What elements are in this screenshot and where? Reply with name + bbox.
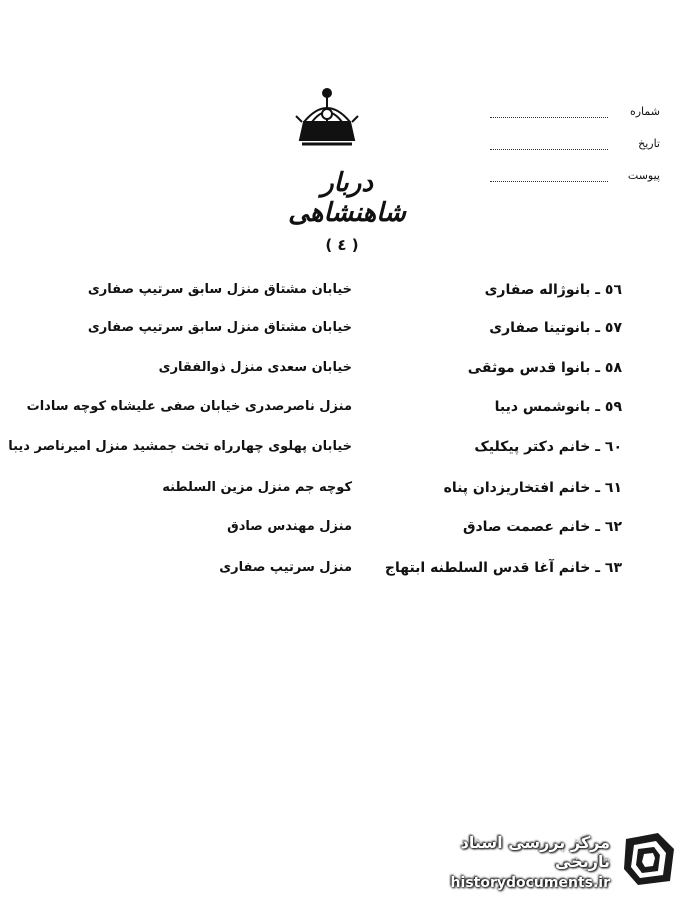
watermark-url: historydocuments.ir bbox=[450, 875, 610, 891]
watermark-title: مرکز بررسی اسناد تاریخی bbox=[460, 833, 610, 871]
meta-number-line bbox=[490, 105, 608, 118]
list-entry bbox=[0, 439, 700, 469]
page-number: ( ٤ ) bbox=[325, 236, 359, 254]
meta-attachment-line bbox=[490, 169, 608, 182]
crown-emblem-icon bbox=[292, 86, 362, 150]
meta-attachment-label: پیوست bbox=[627, 169, 660, 182]
entry-address: کوچه جم منزل مزین السلطنه bbox=[162, 480, 352, 495]
list-entry bbox=[0, 282, 700, 312]
meta-attachment-row bbox=[490, 150, 660, 182]
entry-name: ٥٦ ـ بانوژاله صفاری bbox=[484, 282, 622, 298]
watermark bbox=[403, 827, 688, 889]
entry-address: خیابان مشتاق منزل سابق سرتیپ صفاری bbox=[87, 320, 352, 335]
entry-name: ٥٨ ـ بانوا قدس موثقی bbox=[467, 360, 622, 376]
entry-name: ٥٧ ـ بانوتینا صفاری bbox=[489, 320, 622, 336]
entry-address: منزل مهندس صادق bbox=[227, 519, 352, 534]
list-entry bbox=[0, 399, 700, 429]
entry-name: ٦٣ ـ خانم آغا قدس السلطنه ابتهاج bbox=[384, 560, 622, 576]
entry-address: منزل ناصرصدری خیابان صفی علیشاه کوچه سادات bbox=[26, 399, 352, 414]
meta-number-label: شماره bbox=[629, 105, 660, 118]
meta-date-label: تاریخ bbox=[638, 137, 660, 150]
meta-number-row bbox=[490, 86, 660, 118]
entry-address: خیابان مشتاق منزل سابق سرتیپ صفاری bbox=[87, 282, 352, 297]
meta-date-row bbox=[490, 118, 660, 150]
entry-address: منزل سرتیپ صفاری bbox=[219, 560, 352, 575]
watermark-text bbox=[403, 833, 610, 891]
archive-logo-icon bbox=[618, 829, 680, 887]
entry-address: خیابان پهلوی چهارراه تخت جمشید منزل امیرناصر دیبا bbox=[8, 439, 352, 454]
page-heading: دربار شاهنشاهی bbox=[288, 168, 406, 228]
entry-name: ٦١ ـ خانم افتخاریزدان پناه bbox=[443, 480, 622, 496]
list-entry bbox=[0, 519, 700, 549]
list-entry bbox=[0, 480, 700, 510]
meta-block bbox=[490, 86, 660, 182]
list-entry bbox=[0, 560, 700, 590]
list-entry bbox=[0, 320, 700, 350]
entry-address: خیابان سعدی منزل ذوالفقاری bbox=[158, 360, 352, 375]
entry-name: ٥٩ ـ بانوشمس دیبا bbox=[494, 399, 622, 415]
meta-date-line bbox=[490, 137, 608, 150]
entry-name: ٦٠ ـ خانم دکتر پیکلیک bbox=[474, 439, 622, 455]
entry-name: ٦٢ ـ خانم عصمت صادق bbox=[462, 519, 622, 535]
list-entry bbox=[0, 360, 700, 390]
